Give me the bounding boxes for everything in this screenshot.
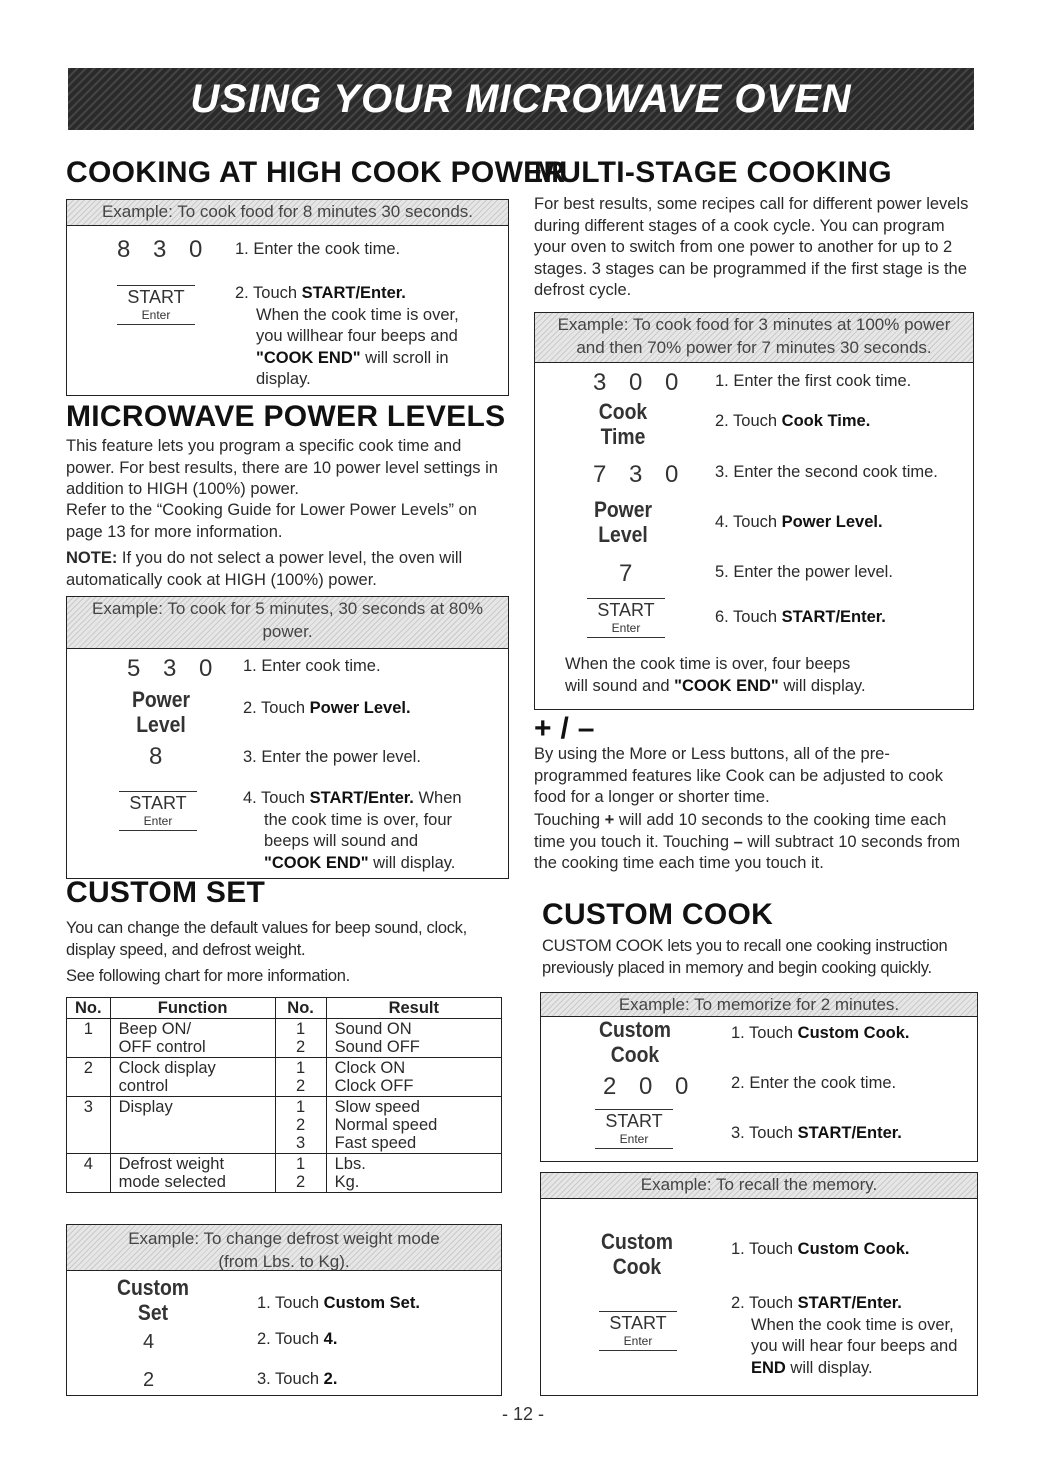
step-6: 6. Touch START/Enter. (715, 608, 886, 626)
step-1: 1. Enter the cook time. (235, 240, 401, 258)
enter-label: Enter (117, 308, 195, 325)
key-custom-set: Custom Set (116, 1275, 190, 1325)
start-enter-key: START Enter (599, 1311, 677, 1351)
banner-title: USING YOUR MICROWAVE OVEN (190, 76, 852, 121)
start-enter-key: START Enter (119, 791, 197, 831)
step-2: 2. Touch START/Enter. When the cook time is over, you willhear four beeps and "COOK END" will scroll in display. (235, 284, 459, 388)
heading-multi-stage: MULTI-STAGE COOKING (534, 156, 892, 189)
key-7: 7 (619, 560, 641, 587)
key-power-level: Power Level (593, 497, 653, 547)
table-row: 4 Defrost weight mode selected 1 2 Lbs. Kg. (67, 1154, 502, 1193)
step-1: 1. Touch Custom Cook. (731, 1240, 910, 1258)
col-no2: No. (275, 998, 326, 1019)
step-3: 3. Enter the second cook time. (715, 463, 938, 481)
heading-plus-minus: + / – (534, 712, 595, 745)
start-enter-key (117, 285, 195, 325)
key-custom-cook: Custom Cook (598, 1017, 672, 1067)
col-result: Result (326, 998, 501, 1019)
example-bar: Example: To cook food for 3 minutes at 100% power and then 70% power for 7 minutes 30 seconds. (535, 313, 973, 363)
example-bar: Example: To memorize for 2 minutes. (541, 993, 977, 1017)
key-custom-cook: Custom Cook (600, 1229, 674, 1279)
key-200: 2 0 0 (603, 1073, 697, 1100)
step-2: 2. Touch Power Level. (243, 699, 411, 717)
example-bar: Example: To cook for 5 minutes, 30 seconds at 80% power. (67, 597, 508, 649)
col-function: Function (110, 998, 275, 1019)
power-levels-note: NOTE: If you do not select a power level, the oven will automatically cook at HIGH (100%) power. (66, 549, 463, 589)
step-2: 2. Touch 4. (257, 1330, 338, 1348)
plus-minus-detail: Touching + will add 10 seconds to the cooking time each time you touch it. Touching – will subtract 10 seconds from the cooking time each time you touch it. (534, 811, 961, 872)
table-row: 1 Beep ON/ OFF control 1 2 Sound ON Sound OFF (67, 1019, 502, 1058)
example-bar: Example: To cook food for 8 minutes 30 seconds. (67, 200, 508, 226)
multi-stage-intro: For best results, some recipes call for different power levels during different stages of a cook cycle. You can program your oven to switch from one power to another for up to 2 stages. 3 stages can be programmed if the first stage is the defrost cycle. (534, 195, 969, 299)
key-530: 5 3 0 (127, 655, 221, 682)
custom-cook-memorize-box (540, 992, 978, 1162)
step-1: 1. Enter the first cook time. (715, 372, 912, 390)
multi-stage-box (534, 312, 974, 710)
example-bar: Example: To recall the memory. (541, 1173, 977, 1199)
page-number: - 12 - (501, 1404, 544, 1424)
custom-cook-recall-box (540, 1172, 978, 1396)
start-enter-key: START Enter (587, 598, 665, 638)
custom-set-table (66, 997, 502, 1193)
power-level-box (66, 596, 509, 879)
key-730: 7 3 0 (593, 461, 687, 488)
col-no: No. (67, 998, 111, 1019)
power-levels-intro: This feature lets you program a specific cook time and power. For best results, there are 10 power level settings in addition to HIGH (100%) power. (66, 437, 498, 498)
step-3: 3. Touch START/Enter. (731, 1124, 902, 1142)
table-row: 3 Display 1 2 3 Slow speed Normal speed Fast speed (67, 1097, 502, 1154)
heading-custom-set: CUSTOM SET (66, 876, 266, 909)
key-power-level: Power Level (131, 687, 191, 737)
custom-set-example-box (66, 1224, 502, 1396)
step-2: 2. Touch Cook Time. (715, 412, 871, 430)
step-5: 5. Enter the power level. (715, 563, 893, 581)
plus-minus-intro: By using the More or Less buttons, all of the pre-programmed features like Cook can be adjusted to cook food for a longer or shorter time. (534, 745, 944, 806)
example-bar: Example: To change defrost weight mode (from Lbs. to Kg). (67, 1225, 501, 1271)
step-1: 1. Touch Custom Cook. (731, 1024, 910, 1042)
page-banner (68, 68, 974, 130)
key-4: 4 (143, 1331, 155, 1353)
heading-custom-cook: CUSTOM COOK (542, 898, 774, 931)
step-3: 3. Touch 2. (257, 1370, 338, 1388)
step-4: 4. Touch START/Enter. When the cook time is over, four beeps will sound and "COOK END" will display. (243, 789, 462, 872)
step-1: 1. Enter cook time. (243, 657, 381, 675)
key-300: 3 0 0 (593, 369, 687, 396)
power-levels-refer: Refer to the “Cooking Guide for Lower Power Levels” on page 13 for more information. (66, 501, 477, 541)
custom-cook-intro: CUSTOM COOK lets you to recall one cooking instruction previously placed in memory and begin cooking quickly. (542, 937, 948, 977)
heading-power-levels: MICROWAVE POWER LEVELS (66, 400, 506, 433)
heading-high-power: COOKING AT HIGH COOK POWER (66, 156, 566, 189)
step-4: 4. Touch Power Level. (715, 513, 883, 531)
key-cook-time: Cook Time (598, 399, 648, 449)
custom-set-see: See following chart for more information. (66, 967, 350, 985)
key-2: 2 (143, 1369, 155, 1391)
start-enter-key: START Enter (595, 1109, 673, 1149)
step-3: 3. Enter the power level. (243, 748, 421, 766)
key-8: 8 (149, 743, 171, 770)
multi-stage-closing: When the cook time is over, four beeps will sound and "COOK END" will display. (565, 655, 866, 695)
table-row: 2 Clock display control 1 2 Clock ON Clock OFF (67, 1058, 502, 1097)
step-2: 2. Enter the cook time. (731, 1074, 897, 1092)
key-830: 8 3 0 (117, 236, 211, 263)
custom-set-intro: You can change the default values for beep sound, clock, display speed, and defrost weight. (66, 919, 467, 959)
high-power-box (66, 199, 509, 396)
step-1: 1. Touch Custom Set. (257, 1294, 420, 1312)
start-label: START (127, 287, 185, 307)
step-2: 2. Touch START/Enter. When the cook time is over, you will hear four beeps and END will display. (731, 1294, 958, 1377)
